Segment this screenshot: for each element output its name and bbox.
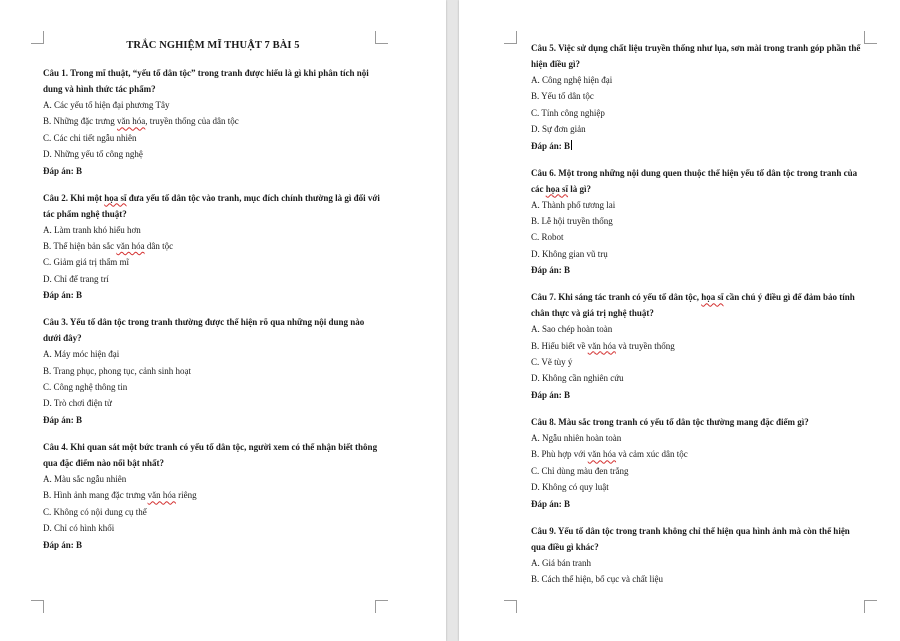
document-title: TRẮC NGHIỆM MĨ THUẬT 7 BÀI 5 xyxy=(126,40,300,51)
option: B. Hiểu biết về văn hóa và truyền thống xyxy=(531,340,675,351)
option: D. Sự đơn giản xyxy=(531,124,586,135)
option: C. Chỉ dùng màu đen trắng xyxy=(531,465,629,476)
option: B. Những đặc trưng văn hóa, truyền thống của dân tộc xyxy=(43,116,239,127)
option: B. Hình ảnh mang đặc trưng văn hóa riêng xyxy=(43,490,197,501)
option: A. Các yếu tố hiện đại phương Tây xyxy=(43,100,170,110)
question-block[interactable] xyxy=(531,40,866,154)
option: B. Lễ hội truyền thống xyxy=(531,216,613,227)
answer: Đáp án: B xyxy=(43,165,83,176)
document-page-right[interactable] xyxy=(459,0,900,641)
question-block[interactable] xyxy=(43,314,383,428)
page-body[interactable] xyxy=(531,40,866,598)
question-block[interactable] xyxy=(43,439,383,553)
option: C. Tính công nghiệp xyxy=(531,107,605,118)
option: B. Yếu tố dân tộc xyxy=(531,91,594,102)
question-text: Câu 8. Màu sắc trong tranh có yếu tố dân tộc thường mang đặc điểm gì? xyxy=(531,416,809,427)
question-text: Câu 5. Việc sử dụng chất liệu truyền thống như lụa, sơn mài trong tranh góp phần thể hiện điều gì? xyxy=(531,43,861,69)
question-block[interactable] xyxy=(531,165,866,279)
option: D. Chỉ có hình khối xyxy=(43,523,115,534)
question-text: Câu 2. Khi một họa sĩ đưa yếu tố dân tộc vào tranh, mục đích chính thường là gì đối với tác phẩm nghệ thuật? xyxy=(43,192,380,219)
option: A. Thành phố tương lai xyxy=(531,199,616,210)
option: D. Không cần nghiên cứu xyxy=(531,373,624,384)
question-text: Câu 9. Yếu tố dân tộc trong tranh không chỉ thể hiện qua hình ảnh mà còn thể hiện qua điều gì khác? xyxy=(531,525,850,552)
option: C. Công nghệ thông tin xyxy=(43,382,128,393)
question-block[interactable] xyxy=(531,289,866,403)
option: B. Cách thể hiện, bố cục và chất liệu xyxy=(531,573,663,584)
text-cursor xyxy=(571,140,572,150)
option: D. Những yếu tố công nghệ xyxy=(43,149,143,160)
option: B. Thể hiện bản sắc văn hóa dân tộc xyxy=(43,241,174,252)
answer: Đáp án: B xyxy=(43,414,83,425)
question-text: Câu 7. Khi sáng tác tranh có yếu tố dân tộc, họa sĩ cần chú ý điều gì để đảm bảo tính chân thực và giá trị nghệ thuật? xyxy=(531,292,855,319)
option: A. Sao chép hoàn toàn xyxy=(531,324,613,335)
document-page-left[interactable] xyxy=(0,0,446,641)
option: D. Trò chơi điện tử xyxy=(43,398,112,409)
option: A. Màu sắc ngẫu nhiên xyxy=(43,473,127,484)
crop-mark xyxy=(375,600,388,613)
page-body[interactable] xyxy=(43,40,383,564)
answer: Đáp án: B xyxy=(531,265,571,276)
crop-mark xyxy=(504,600,517,613)
crop-mark xyxy=(31,600,44,613)
option: C. Giảm giá trị thẩm mĩ xyxy=(43,257,129,268)
question-text: Câu 6. Một trong những nội dung quen thuộc thể hiện yếu tố dân tộc trong tranh của các họa sĩ là gì? xyxy=(531,167,858,194)
question-block[interactable] xyxy=(531,523,866,588)
question-block[interactable] xyxy=(43,65,383,179)
option: A. Làm tranh khó hiểu hơn xyxy=(43,224,141,235)
answer-text: Đáp án: B xyxy=(531,140,571,151)
crop-mark xyxy=(504,31,517,44)
question-text: Câu 1. Trong mĩ thuật, “yếu tố dân tộc” trong tranh được hiểu là gì khi phân tích nội dung và hình thức tác phẩm? xyxy=(43,68,369,94)
question-block[interactable] xyxy=(43,190,383,304)
option: A. Giá bán tranh xyxy=(531,557,591,568)
option: C. Robot xyxy=(531,232,564,243)
option: A. Công nghệ hiện đại xyxy=(531,75,613,85)
answer: Đáp án: B xyxy=(43,290,83,301)
answer xyxy=(531,138,866,154)
option: C. Vẽ tùy ý xyxy=(531,357,573,368)
option: A. Máy móc hiện đại xyxy=(43,349,120,360)
question-block[interactable] xyxy=(531,414,866,512)
option: D. Không gian vũ trụ xyxy=(531,248,608,259)
answer: Đáp án: B xyxy=(43,539,83,550)
option: B. Phù hợp với văn hóa và cảm xúc dân tộc xyxy=(531,449,688,460)
question-text: Câu 3. Yếu tố dân tộc trong tranh thường được thể hiện rõ qua những nội dung nào dưới đây? xyxy=(43,317,365,344)
question-text: Câu 4. Khi quan sát một bức tranh có yếu tố dân tộc, người xem có thể nhận biết thông qua đặc điểm nào nổi bật nhất? xyxy=(43,441,378,468)
option: D. Chỉ để trang trí xyxy=(43,273,109,284)
answer: Đáp án: B xyxy=(531,498,571,509)
option: D. Không có quy luật xyxy=(531,482,609,493)
crop-mark xyxy=(864,600,877,613)
option: B. Trang phục, phong tục, cảnh sinh hoạt xyxy=(43,365,191,376)
option: C. Các chi tiết ngẫu nhiên xyxy=(43,132,137,143)
option: A. Ngẫu nhiên hoàn toàn xyxy=(531,432,622,443)
answer: Đáp án: B xyxy=(531,389,571,400)
option: C. Không có nội dung cụ thể xyxy=(43,506,147,517)
